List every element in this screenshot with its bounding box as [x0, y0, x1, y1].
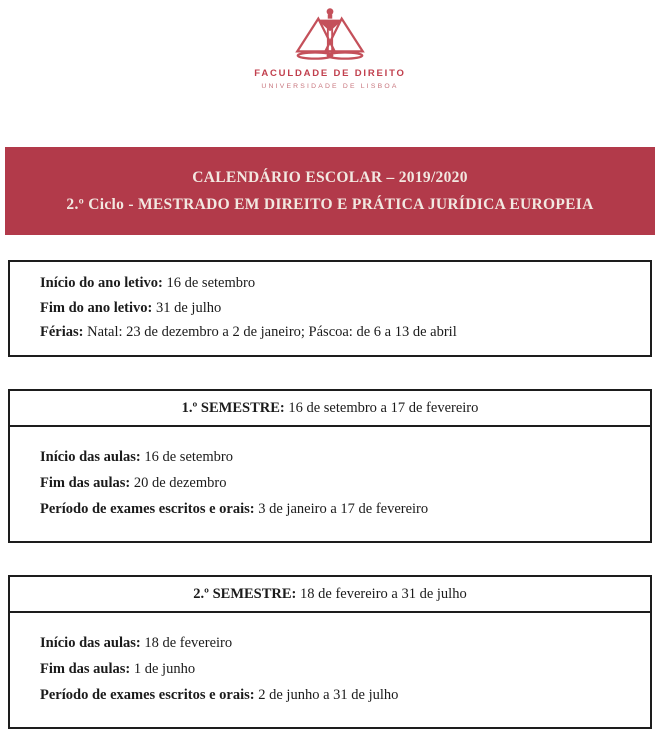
semester-header-label: 2.º SEMESTRE:: [193, 585, 297, 602]
semester-header-value: 18 de fevereiro a 31 de julho: [300, 585, 467, 602]
banner-subtitle: 2.º Ciclo - MESTRADO EM DIREITO E PRÁTICA JURÍDICA EUROPEIA: [66, 195, 594, 213]
info-row: [40, 470, 638, 496]
info-label: Início do ano letivo:: [40, 275, 163, 291]
scales-of-justice-logo-icon: [289, 6, 371, 64]
logo-pommel: [327, 8, 334, 15]
info-value: Natal: 23 de dezembro a 2 de janeiro; Páscoa: de 6 a 13 de abril: [87, 324, 457, 340]
info-value: 20 de dezembro: [133, 474, 227, 491]
info-row: [40, 320, 638, 345]
year-info-box: [8, 260, 652, 357]
info-row: [40, 630, 638, 656]
info-value: 18 de fevereiro: [144, 634, 233, 651]
info-label: Período de exames escritos e orais:: [40, 686, 255, 703]
info-value: 1 de junho: [133, 660, 196, 677]
semester-1-header: [10, 391, 650, 427]
semester-header-value: 16 de setembro a 17 de fevereiro: [288, 399, 479, 416]
info-label: Férias:: [40, 324, 84, 340]
semester-1-box: [8, 389, 652, 543]
info-row: [40, 444, 638, 470]
info-value: 16 de setembro: [166, 275, 256, 291]
info-value: 3 de janeiro a 17 de fevereiro: [258, 500, 429, 517]
info-label: Fim das aulas:: [40, 474, 131, 491]
semester-2-box: [8, 575, 652, 729]
info-value: 2 de junho a 31 de julho: [258, 686, 399, 703]
info-label: Período de exames escritos e orais:: [40, 500, 255, 517]
info-row: [40, 296, 638, 321]
banner-title: CALENDÁRIO ESCOLAR – 2019/2020: [192, 168, 468, 186]
semester-header-label: 1.º SEMESTRE:: [181, 399, 285, 416]
institution-university: UNIVERSIDADE DE LISBOA: [261, 83, 399, 90]
semester-2-header: [10, 577, 650, 613]
semester-2-body: [10, 613, 650, 727]
institution-name: FACULDADE DE DIREITO: [254, 68, 406, 79]
info-row: [40, 496, 638, 522]
info-row: [40, 682, 638, 708]
calendar-banner: [5, 147, 655, 235]
semester-1-body: [10, 427, 650, 541]
info-label: Início das aulas:: [40, 448, 141, 465]
info-label: Fim do ano letivo:: [40, 299, 153, 316]
info-value: 16 de setembro: [144, 448, 233, 465]
info-row: [40, 271, 638, 296]
info-value: 31 de julho: [156, 299, 222, 316]
info-label: Fim das aulas:: [40, 660, 131, 677]
info-row: [40, 656, 638, 682]
info-label: Início das aulas:: [40, 634, 141, 651]
institution-header: [0, 0, 660, 90]
